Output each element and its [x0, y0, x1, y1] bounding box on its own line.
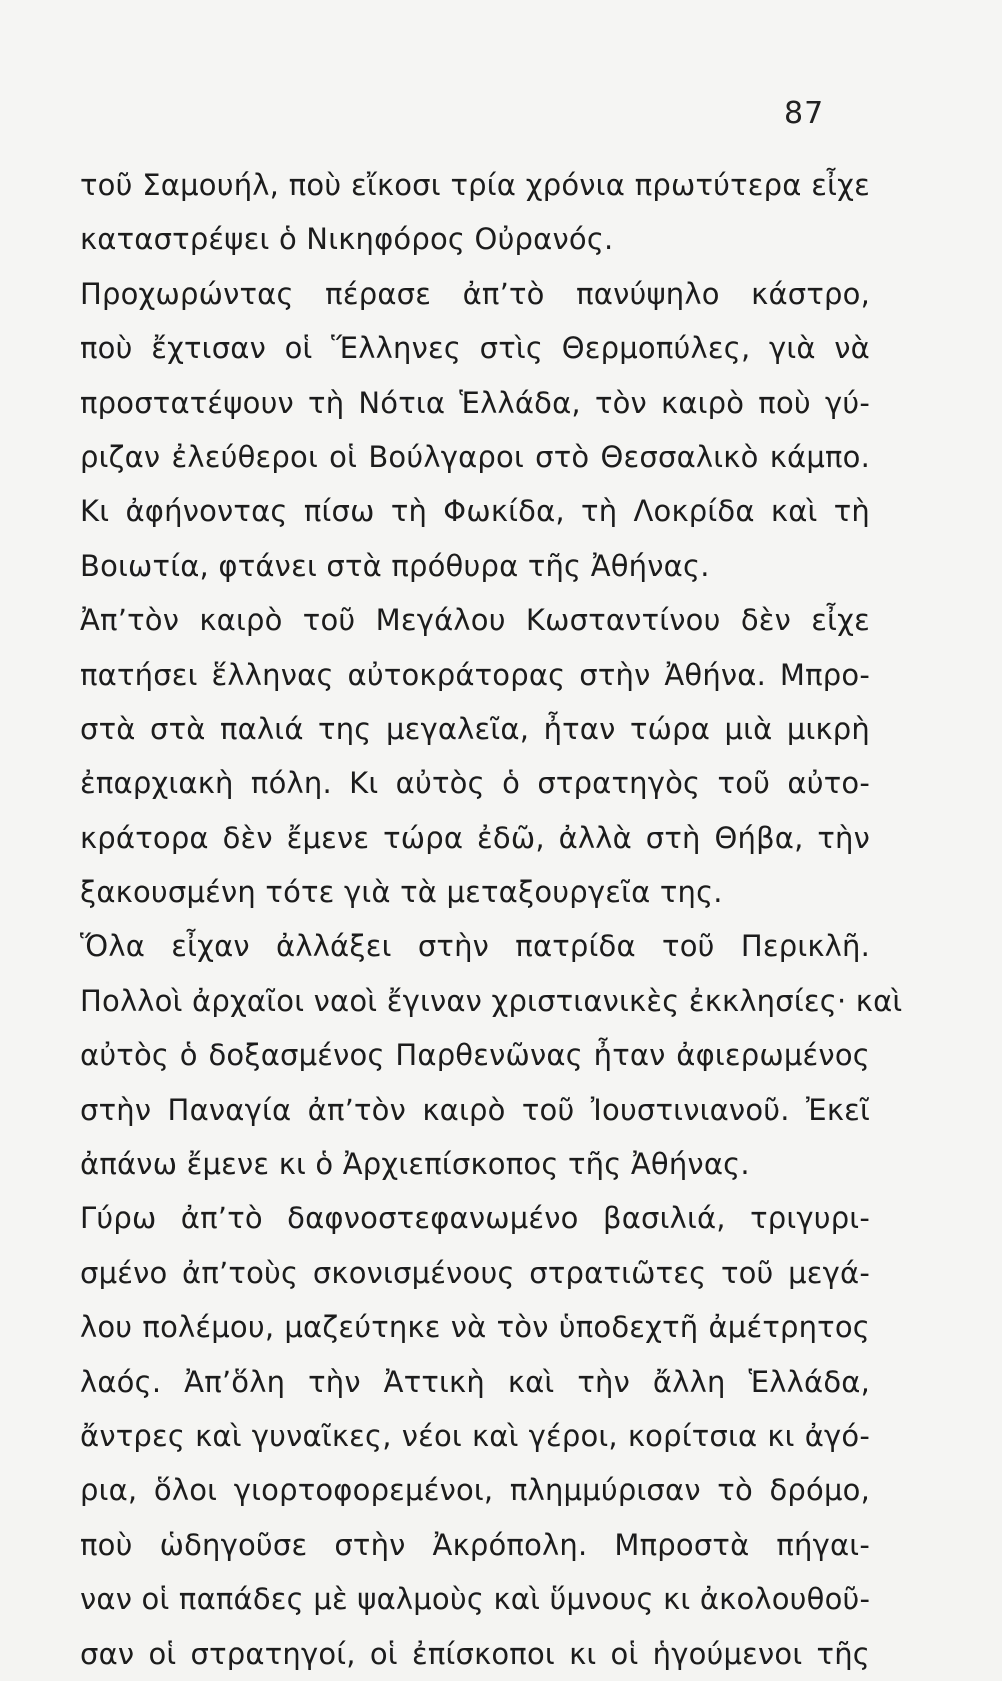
text-line: Βοιωτία, φτάνει στὰ πρόθυρα τῆς Ἀθήνας. [80, 548, 710, 583]
text-line: λου πολέμου, μαζεύτηκε νὰ τὸν ὑποδεχτῆ ἀμέτρητος [80, 1310, 870, 1345]
text-line: ποὺ ὡδηγοῦσε στὴν Ἀκρόπολη. Μπροστὰ πήγαι- [80, 1527, 870, 1562]
text-line: Γύρω ἀπ’τὸ δαφνοστεφανωμένο βασιλιά, τριγυρι- [80, 1201, 870, 1236]
body-text [80, 158, 903, 1681]
text-line: σαν οἱ στρατηγοί, οἱ ἐπίσκοποι κι οἱ ἡγούμενοι τῆς [80, 1636, 870, 1671]
text-line: Πολλοὶ ἀρχαῖοι ναοὶ ἔγιναν χριστιανικὲς ἐκκλησίες· καὶ [80, 983, 903, 1018]
text-line: Ὅλα εἶχαν ἀλλάξει στὴν πατρίδα τοῦ Περικλῆ. [80, 929, 870, 964]
text-line: στὰ στὰ παλιά της μεγαλεῖα, ἦταν τώρα μιὰ μικρὴ [80, 711, 870, 746]
text-line: ποὺ ἔχτισαν οἱ Ἕλληνες στὶς Θερμοπύλες, γιὰ νὰ [80, 331, 870, 366]
text-line: ἀπάνω ἔμενε κι ὁ Ἀρχιεπίσκοπος τῆς Ἀθήνας. [80, 1147, 750, 1182]
text-line: ναν οἱ παπάδες μὲ ψαλμοὺς καὶ ὕμνους κι ἀκολουθοῦ- [80, 1582, 871, 1617]
text-line: ρια, ὅλοι γιορτοφορεμένοι, πλημμύρισαν τὸ δρόμο, [80, 1473, 870, 1508]
text-line: στὴν Παναγία ἀπ’τὸν καιρὸ τοῦ Ἰουστινιανοῦ. Ἐκεῖ [80, 1092, 870, 1127]
text-line: καταστρέψει ὁ Νικηφόρος Οὐρανός. [80, 222, 614, 257]
text-line: ξακουσμένη τότε γιὰ τὰ μεταξουργεῖα της. [80, 875, 723, 910]
text-line: σμένο ἀπ’τοὺς σκονισμένους στρατιῶτες τοῦ μεγά- [80, 1255, 870, 1290]
text-line: τοῦ Σαμουήλ, ποὺ εἴκοσι τρία χρόνια πρωτύτερα εἶχε [80, 168, 870, 202]
text-line: ἐπαρχιακὴ πόλη. Κι αὐτὸς ὁ στρατηγὸς τοῦ αὐτο- [80, 766, 870, 801]
page-number: 87 [784, 96, 825, 131]
text-line: Προχωρώντας πέρασε ἀπ’τὸ πανύψηλο κάστρο, [80, 276, 870, 311]
text-line: Ἀπ’τὸν καιρὸ τοῦ Μεγάλου Κωσταντίνου δὲν εἶχε [80, 603, 870, 638]
text-line: κράτορα δὲν ἔμενε τώρα ἐδῶ, ἀλλὰ στὴ Θήβα, τὴν [80, 820, 870, 855]
text-line: προστατέψουν τὴ Νότια Ἑλλάδα, τὸν καιρὸ ποὺ γύ- [80, 385, 870, 420]
text-line: ριζαν ἐλεύθεροι οἱ Βούλγαροι στὸ Θεσσαλικὸ κάμπο. [80, 439, 870, 474]
text-line: πατήσει ἕλληνας αὐτοκράτορας στὴν Ἀθήνα. Μπρο- [80, 657, 870, 692]
text-line: ἄντρες καὶ γυναῖκες, νέοι καὶ γέροι, κορίτσια κι ἀγό- [80, 1418, 870, 1453]
text-line: αὐτὸς ὁ δοξασμένος Παρθενῶνας ἦταν ἀφιερωμένος [80, 1038, 870, 1073]
text-line: λαός. Ἀπ’ὅλη τὴν Ἀττικὴ καὶ τὴν ἄλλη Ἑλλάδα, [80, 1364, 870, 1399]
text-line: Κι ἀφήνοντας πίσω τὴ Φωκίδα, τὴ Λοκρίδα καὶ τὴ [80, 494, 870, 529]
